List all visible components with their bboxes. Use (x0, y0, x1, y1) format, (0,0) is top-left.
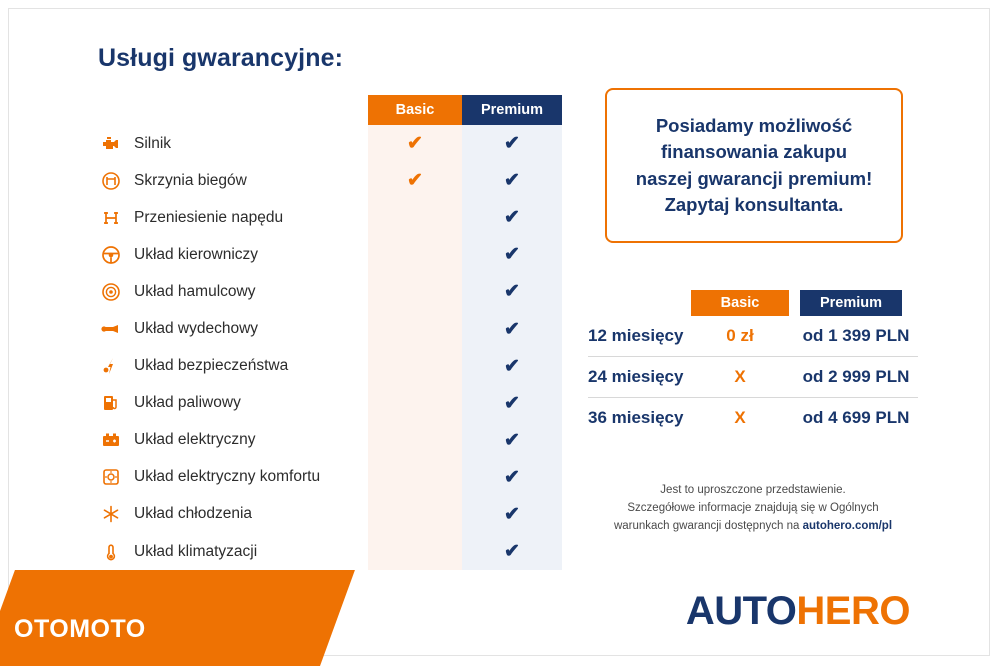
autohero-logo-auto: AUTO (685, 589, 797, 633)
otomoto-logo: OTOMOTO (14, 615, 146, 643)
row-premium-mark: ✔ (504, 281, 520, 303)
table-row (96, 310, 562, 347)
row-label: Układ bezpieczeństwa (134, 357, 289, 375)
row-premium-mark: ✔ (504, 244, 520, 266)
footer-bar (0, 570, 1000, 666)
row-premium-mark: ✔ (504, 170, 520, 192)
warranty-column-header-premium: Premium (462, 95, 562, 125)
row-label: Skrzynia biegów (134, 171, 247, 189)
row-premium-mark: ✔ (504, 541, 520, 563)
row-label: Układ chłodzenia (134, 505, 253, 523)
comfort-electric-icon (96, 468, 126, 486)
warranty-column-header-basic: Basic (368, 95, 462, 125)
pricing-term: 24 miesięcy (588, 367, 684, 386)
table-row (96, 422, 562, 459)
pricing-column-header-premium: Premium (800, 290, 902, 316)
disclaimer-line-2: Szczegółowe informacje znajdują się w Ogólnych (627, 501, 879, 514)
pricing-header-row (588, 290, 918, 316)
row-label: Układ elektryczny (134, 431, 256, 449)
electrical-icon (96, 432, 126, 448)
table-row (96, 125, 562, 162)
pricing-basic-value: X (734, 408, 746, 427)
pricing-basic-value: X (734, 367, 746, 386)
row-premium-mark: ✔ (504, 318, 520, 340)
row-premium-mark: ✔ (504, 503, 520, 525)
row-premium-mark: ✔ (504, 392, 520, 414)
pricing-term: 36 miesięcy (588, 408, 684, 427)
steering-icon (96, 246, 126, 264)
row-premium-mark: ✔ (504, 133, 520, 155)
row-premium-mark: ✔ (504, 207, 520, 229)
fuel-icon (96, 394, 126, 412)
row-label: Układ kierowniczy (134, 245, 259, 263)
table-row (588, 398, 918, 438)
row-premium-mark: ✔ (504, 355, 520, 377)
row-label: Układ klimatyzacji (134, 542, 258, 560)
pricing-table (588, 290, 918, 438)
disclaimer-line-1: Jest to uproszczone przedstawienie. (660, 484, 846, 496)
row-premium-mark: ✔ (504, 429, 520, 451)
exhaust-icon (96, 322, 126, 336)
pricing-premium-value: od 2 999 PLN (802, 367, 910, 386)
table-row (588, 316, 918, 357)
row-label: Silnik (134, 134, 172, 152)
promo-line-2: finansowania zakupu (660, 141, 848, 163)
table-row (96, 459, 562, 496)
table-row (588, 357, 918, 398)
pricing-basic-value: 0 zł (726, 326, 754, 345)
row-label: Układ elektryczny komfortu (134, 468, 321, 486)
brakes-icon (96, 283, 126, 301)
page-title: Usługi gwarancyjne: (98, 44, 344, 72)
table-row (96, 199, 562, 236)
row-label: Układ wydechowy (134, 320, 259, 338)
pricing-premium-value: od 4 699 PLN (802, 408, 910, 427)
promo-line-3: naszej gwarancji premium! (635, 167, 873, 189)
row-premium-mark: ✔ (504, 466, 520, 488)
table-row (96, 533, 562, 570)
pricing-term: 12 miesięcy (588, 326, 684, 345)
table-row (96, 273, 562, 310)
autohero-logo (686, 589, 910, 634)
pricing-premium-value: od 1 399 PLN (802, 326, 910, 345)
gearbox-icon (96, 172, 126, 190)
warranty-table (96, 95, 562, 570)
disclaimer-line-3-text: warunkach gwarancji dostępnych na (613, 519, 803, 532)
table-row (96, 236, 562, 273)
engine-icon (96, 136, 126, 152)
autohero-website-link[interactable]: autohero.com/pl (802, 519, 893, 532)
warranty-services-section (96, 44, 562, 570)
table-row (96, 162, 562, 199)
row-basic-mark: ✔ (407, 133, 423, 155)
promo-line-4: Zapytaj konsultanta. (664, 193, 844, 215)
financing-promo-box (605, 88, 903, 243)
disclaimer-text (588, 482, 918, 535)
autohero-logo-hero: HERO (796, 589, 910, 633)
warranty-rows (96, 95, 562, 570)
table-row (96, 348, 562, 385)
cooling-icon (96, 505, 126, 523)
row-label: Układ hamulcowy (134, 282, 256, 300)
row-label: Układ paliwowy (134, 394, 241, 412)
row-label: Przeniesienie napędu (134, 208, 284, 226)
ac-icon (96, 543, 126, 561)
promo-line-1: Posiadamy możliwość (655, 114, 853, 136)
drivetrain-icon (96, 209, 126, 227)
safety-icon (96, 357, 126, 375)
table-row (96, 385, 562, 422)
disclaimer-line-3 (588, 518, 918, 536)
row-basic-mark: ✔ (407, 170, 423, 192)
pricing-column-header-basic: Basic (691, 290, 789, 316)
table-row (96, 496, 562, 533)
